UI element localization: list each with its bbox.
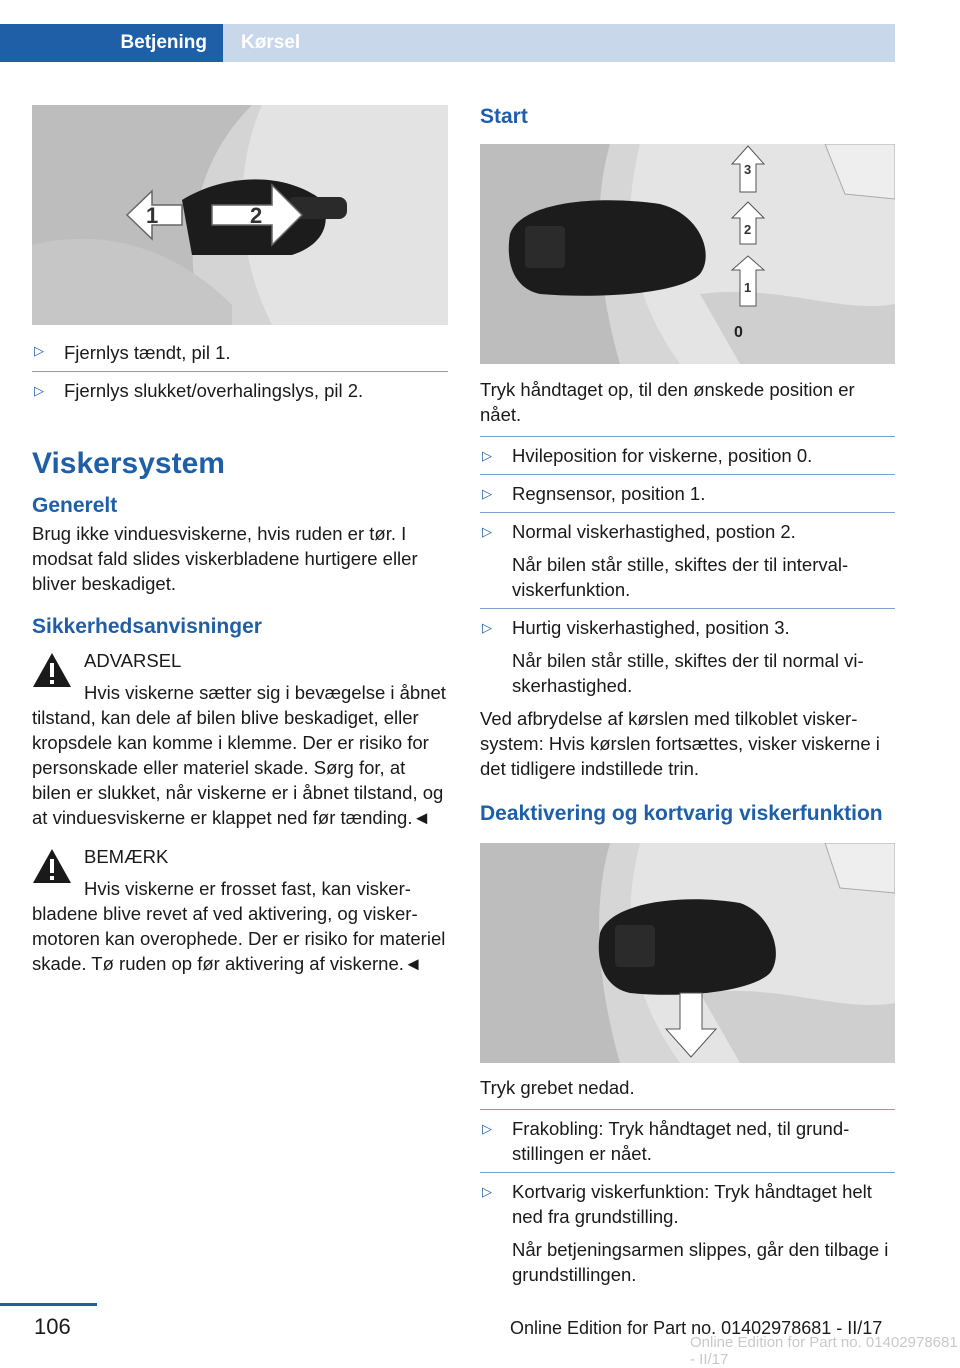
notice-text: Hvis viskerne er frosset fast, kan viskerbladene blive revet af ved aktivering, og viskermotoren kan overophede. Der er risiko for materiel skade. Tø ruden op før aktivering af viskerne.◄ (32, 878, 446, 974)
tab-betjening[interactable]: Betjening (0, 24, 223, 62)
chapter-tabs (0, 0, 895, 62)
list-item: ▷ Regnsensor, position 1. (480, 474, 895, 512)
notice-title: BEMÆRK (84, 846, 169, 867)
tab-korsel[interactable]: Kørsel (223, 24, 895, 62)
list-item: ▷ Fjernlys slukket/overhalingslys, pil 2. (32, 371, 448, 409)
fig2-label-3: 3 (744, 162, 752, 177)
list-item: ▷ Hvileposition for viskerne, position 0. (482, 445, 813, 466)
right-column-bottom (480, 1075, 895, 1293)
fig2-label-2: 2 (744, 222, 752, 237)
warning-triangle-icon (32, 848, 72, 884)
figure-high-beam (32, 105, 448, 325)
list-item: ▷ Normal viskerhastighed, postion 2. Når bilen står stille, skiftes der til intervalviskerfunktion. (480, 512, 895, 608)
list-item: ▷ Hurtig viskerhastighed, position 3. Når bilen står stille, skiftes der til normal viskerhastighed. (480, 608, 895, 704)
figure-wiper-down (480, 843, 895, 1063)
warning-triangle-icon (32, 652, 72, 688)
page-number: 106 (34, 1314, 71, 1339)
notice-bemaerk (32, 844, 448, 976)
heading-sikkerhed: Sikkerhedsanvisninger (32, 615, 262, 638)
generelt-text: Brug ikke vinduesviskerne, hvis ruden er tør. I modsat fald slides viskerbladene hurtigere eller bliver beskadiget. (32, 523, 418, 594)
list-item: ▷ Frakobling: Tryk håndtaget ned, til grundstillingen er nået. (482, 1118, 850, 1164)
section-title-viskersystem: Viskersystem (32, 447, 225, 480)
after-text: Ved afbrydelse af kørslen med tilkoblet viskersystem: Hvis kørslen fortsættes, visker viskerne i det tidligere indstillede trin. (480, 708, 880, 779)
warning-advarsel (32, 648, 448, 830)
right-column-text (480, 377, 895, 827)
deakt-text: Tryk grebet nedad. (480, 1077, 635, 1098)
fig1-label-1: 1 (146, 203, 159, 228)
list-item: ▷ Fjernlys tændt, pil 1. (34, 342, 231, 363)
edition-info: Online Edition for Part no. 01402978681 - II/17 (510, 1318, 883, 1338)
list-item: ▷ Kortvarig viskerfunktion: Tryk håndtaget helt ned fra grundstilling. Når betjeningsarmen slippes, går den tilbage i grundstillingen. (480, 1172, 895, 1293)
heading-deaktivering: Deaktivering og kortvarig viskerfunktion (480, 802, 883, 825)
start-text: Tryk håndtaget op, til den ønskede position er nået. (480, 379, 855, 425)
fig2-label-0: 0 (734, 324, 743, 341)
left-column (32, 338, 448, 976)
fig2-label-1: 1 (744, 280, 752, 295)
warning-title: ADVARSEL (84, 650, 182, 671)
fig1-label-2: 2 (250, 203, 263, 228)
heading-generelt: Generelt (32, 494, 118, 517)
warning-text: Hvis viskerne sætter sig i bevægelse i åbnet tilstand, kan dele af bilen blive beskadiget, eller kropsdele kan komme i klemme. Der er risiko for personskade eller materiel skade. Sørg for, at bilen er slukket, når viskerne er i åbnet tilstand, og at vinduesviskerne er klappet ned før tænding.◄ (32, 682, 446, 828)
footer-rule (0, 1303, 97, 1306)
heading-start: Start (480, 105, 528, 128)
right-column (480, 104, 895, 130)
figure-wiper-up (480, 144, 895, 364)
watermark: Online Edition for Part no. 01402978681 - II/17 (690, 1334, 958, 1368)
